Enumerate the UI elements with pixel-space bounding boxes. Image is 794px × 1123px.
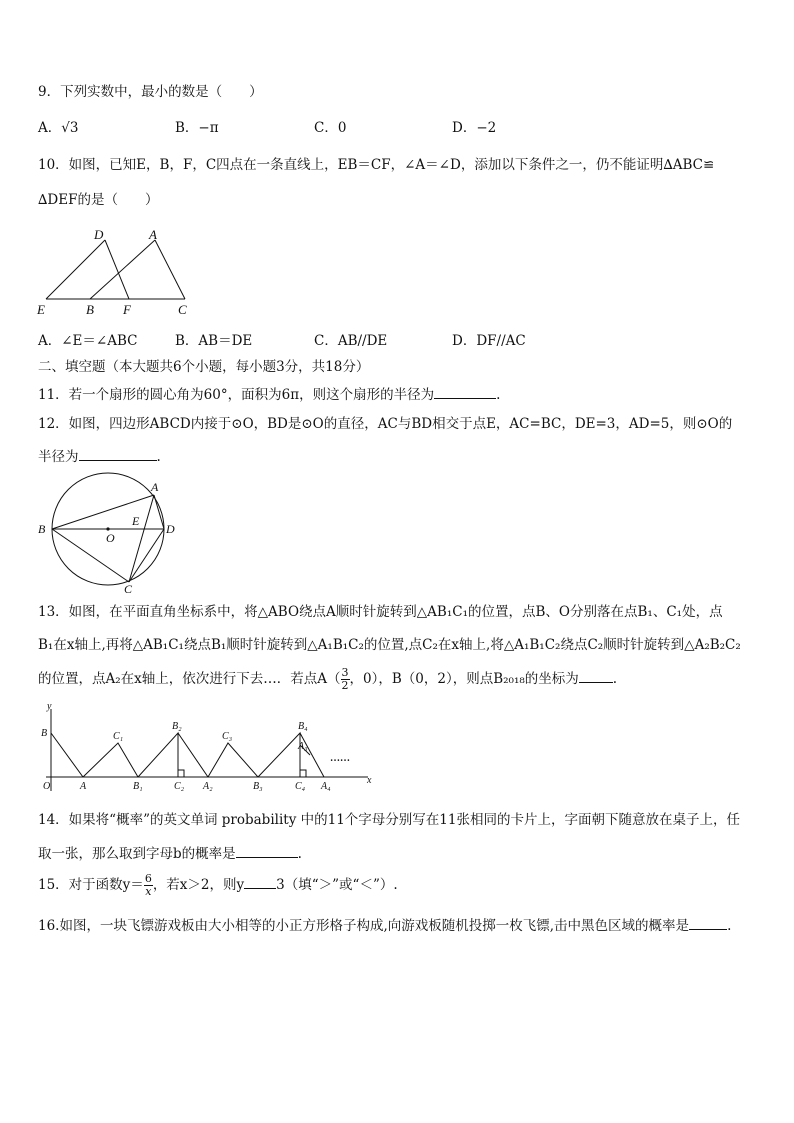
q14-line2: 取一张，那么取到字母b的概率是 . bbox=[38, 846, 302, 862]
q16: 16.如图，一块飞镖游戏板由大小相等的小正方形格子构成,向游戏板随机投掷一枚飞镖,击中黑色区域的概率是 . bbox=[38, 918, 732, 934]
fraction-6-over-x: $\frac{6}{x}$ bbox=[144, 872, 152, 898]
fraction-3-over-2: $\frac{3}{2}$ bbox=[341, 666, 349, 692]
q9-option-a: A．√3 bbox=[38, 120, 79, 136]
section-heading: 二、填空题（本大题共6个小题，每小题3分，共18分） bbox=[38, 359, 370, 375]
label-A: A bbox=[151, 480, 159, 494]
label-C: C bbox=[178, 302, 187, 317]
label-F: F bbox=[123, 302, 131, 317]
q9-option-c: C．0 bbox=[314, 120, 347, 136]
q9-stem: 9．下列实数中，最小的数是（ ） bbox=[38, 84, 263, 100]
label-A2: A₂ bbox=[203, 781, 213, 792]
label-C4: C₄ bbox=[295, 781, 306, 792]
label-D: D bbox=[166, 522, 175, 536]
q12-line1: 12．如图，四边形ABCD内接于⊙O，BD是⊙O的直径，AC与BD相交于点E，AC=BC，DE=3，AD=5，则⊙O的 bbox=[38, 416, 733, 432]
q12-circle-figure bbox=[32, 472, 182, 594]
q15: 15．对于函数y＝ $\frac{6}{x}$ ，若x＞2，则y 3（填“＞”或“＜”）. bbox=[38, 872, 398, 898]
label-B1: B₁ bbox=[133, 781, 143, 792]
label-B3: B₃ bbox=[253, 781, 263, 792]
q10-option-b: B．AB＝DE bbox=[175, 333, 253, 349]
label-C3: C₃ bbox=[222, 731, 233, 742]
q10-option-c: C．AB//DE bbox=[314, 333, 388, 349]
label-D: D bbox=[94, 227, 104, 242]
label-B: B bbox=[86, 302, 94, 317]
label-ellipsis: …… bbox=[330, 753, 350, 764]
q11: 11．若一个扇形的圆心角为60°，面积为6π，则这个扇形的半径为 . bbox=[38, 387, 501, 403]
q13-line1: 13．如图，在平面直角坐标系中，将△ABO绕点A顺时针旋转到△AB₁C₁的位置，点B、O分别落在点B₁、C₁处，点 bbox=[38, 604, 723, 620]
label-B4: B₄ bbox=[298, 721, 308, 732]
q11-answer-blank bbox=[434, 385, 496, 399]
q12-line2: 半径为 . bbox=[38, 449, 161, 465]
q15-answer-blank bbox=[244, 875, 276, 889]
q14-line1: 14．如果将“概率”的英文单词 probability 中的11个字母分别写在11张相同的卡片上，字面朝下随意放在桌子上，任 bbox=[38, 812, 740, 828]
q10-option-d: D．DF//AC bbox=[452, 333, 526, 349]
q13-line2: B₁在x轴上,再将△AB₁C₁绕点B₁顺时针旋转到△A₁B₁C₂的位置,点C₂在x轴上,将△A₁B₁C₂绕点C₂顺时针旋转到△A₂B₂C₂ bbox=[38, 637, 741, 653]
q9-option-d: D．−2 bbox=[452, 120, 497, 136]
label-x: x bbox=[367, 775, 372, 786]
q10-stem-line1: 10．如图，已知E，B，F，C四点在一条直线上，EB＝CF，∠A＝∠D，添加以下条件之一，仍不能证明∆ABC≌ bbox=[38, 157, 715, 173]
label-E: E bbox=[37, 302, 45, 317]
q10-stem-line2: ∆DEF的是（ ） bbox=[38, 192, 159, 208]
q14-answer-blank bbox=[236, 844, 298, 858]
label-E: E bbox=[132, 514, 140, 528]
label-B: B bbox=[38, 522, 46, 536]
label-B2: B₂ bbox=[172, 721, 182, 732]
label-C: C bbox=[124, 582, 133, 594]
q13-rotation-figure bbox=[38, 703, 384, 797]
label-O: O bbox=[43, 781, 51, 792]
q13-line3: 的位置，点A₂在x轴上，依次进行下去…．若点A（ $\frac{3}{2}$ ，0），B（0，2），则点B₂₀₁₈的坐标为 . bbox=[38, 666, 618, 692]
label-C1: C₁ bbox=[113, 731, 124, 742]
label-y: y bbox=[47, 703, 52, 712]
q11-text: 11．若一个扇形的圆心角为60°，面积为6π，则这个扇形的半径为 bbox=[38, 387, 435, 403]
label-A3: A₃ bbox=[298, 741, 308, 752]
q13-answer-blank bbox=[579, 669, 613, 683]
q16-answer-blank bbox=[689, 916, 727, 930]
label-A: A bbox=[149, 227, 157, 242]
q10-option-a: A．∠E＝∠ABC bbox=[38, 333, 138, 349]
label-O: O bbox=[106, 531, 115, 545]
q12-answer-blank bbox=[79, 447, 157, 461]
q10-triangle-figure bbox=[30, 222, 200, 318]
label-B: B bbox=[41, 728, 48, 739]
label-A4: A₄ bbox=[321, 781, 331, 792]
q9-option-b: B．−π bbox=[175, 120, 219, 136]
label-C2: C₂ bbox=[174, 781, 185, 792]
label-A: A bbox=[80, 781, 87, 792]
